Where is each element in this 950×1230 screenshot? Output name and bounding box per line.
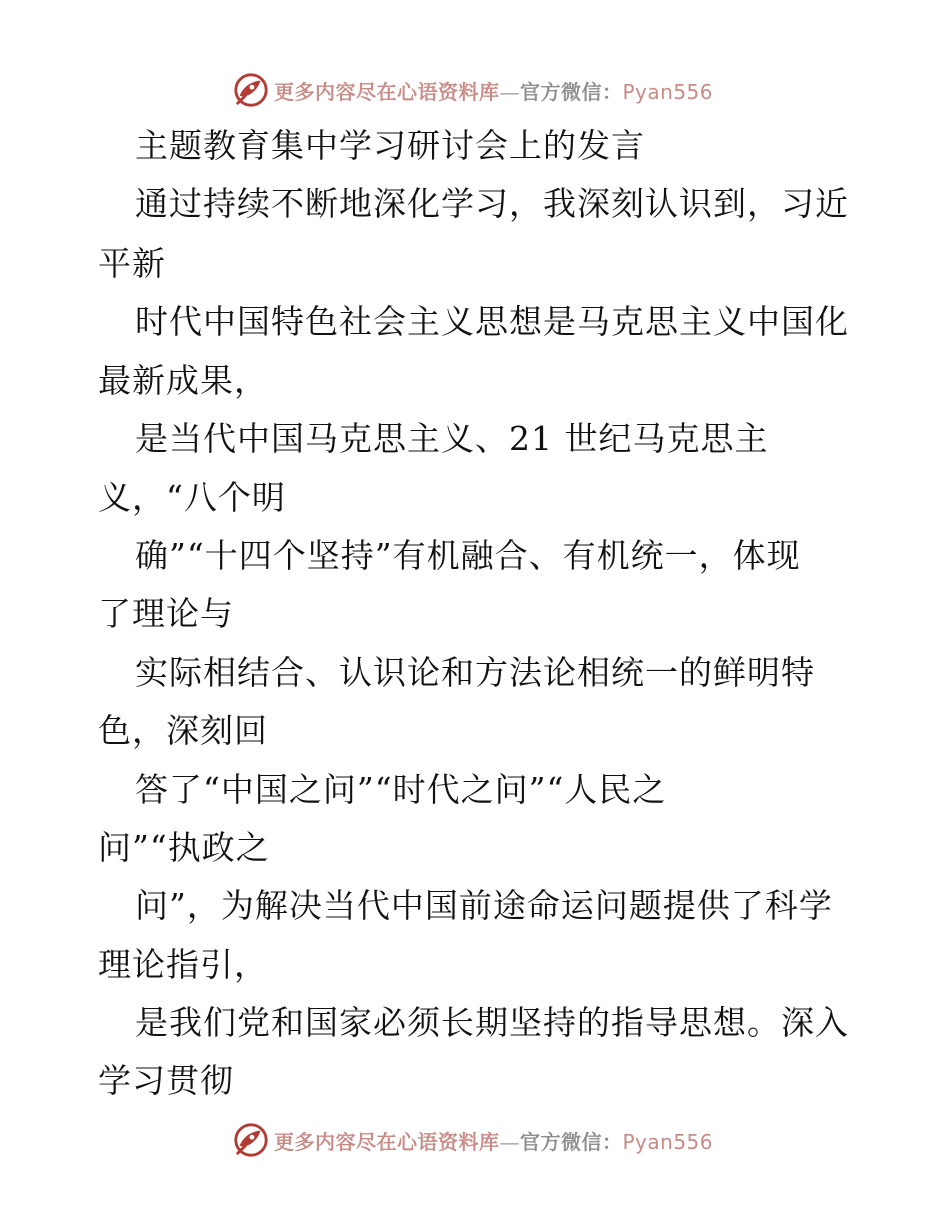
document-title: 主题教育集中学习研讨会上的发言	[135, 126, 645, 165]
text-line: 学习贯彻	[98, 1061, 234, 1100]
header-watermark	[232, 70, 713, 110]
watermark-brand: 更多内容尽在心语资料库	[274, 1129, 500, 1154]
pen-nib-logo-icon	[232, 1121, 270, 1159]
text-line: 平新	[98, 244, 166, 283]
watermark-official-label: 官方微信：	[520, 79, 623, 104]
text-line: 是当代中国马克思主义、21 世纪马克思主	[135, 419, 769, 458]
watermark-separator: —	[499, 1129, 520, 1154]
text-line: 色，深刻回	[98, 711, 268, 750]
watermark-official-label: 官方微信：	[520, 1129, 623, 1154]
watermark-wechat-id: Pyan556	[622, 1129, 714, 1154]
text-line: 问”，为解决当代中国前途命运问题提供了科学	[135, 886, 833, 925]
watermark-wechat-id: Pyan556	[622, 79, 714, 104]
text-line: 实际相结合、认识论和方法论相统一的鲜明特	[135, 653, 815, 692]
text-line: 最新成果，	[98, 361, 268, 400]
watermark-text	[274, 76, 713, 105]
text-line: 答了“中国之问”“时代之问”“人民之	[135, 770, 667, 809]
footer-watermark	[232, 1120, 713, 1160]
watermark-brand: 更多内容尽在心语资料库	[274, 79, 500, 104]
text-line: 问”“执政之	[98, 828, 270, 867]
text-line: 理论指引，	[98, 945, 268, 984]
pen-nib-logo-icon	[232, 71, 270, 109]
text-line: 义，“八个明	[98, 478, 286, 517]
watermark-separator: —	[499, 79, 520, 104]
text-line: 通过持续不断地深化学习，我深刻认识到，习近	[135, 184, 849, 223]
text-line: 时代中国特色社会主义思想是马克思主义中国化	[135, 302, 849, 341]
text-line: 了理论与	[98, 594, 234, 633]
text-line: 是我们党和国家必须长期坚持的指导思想。深入	[135, 1003, 849, 1042]
text-line: 确”“十四个坚持”有机融合、有机统一，体现	[135, 536, 801, 575]
watermark-text	[274, 1126, 713, 1155]
